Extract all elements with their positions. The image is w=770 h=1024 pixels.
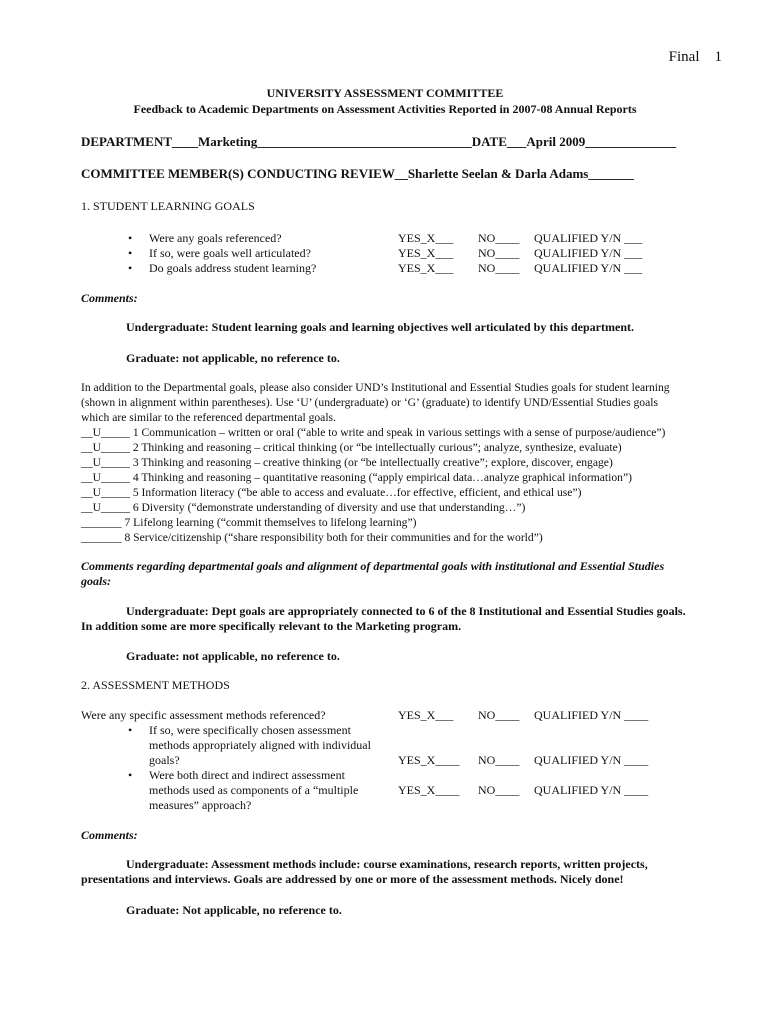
goal-line: __U_____ 2 Thinking and reasoning – critical thinking (or “be intellectually curious”; analyze, synthesize, evaluate) <box>81 441 622 454</box>
department-line: DEPARTMENT____Marketing_________________________________DATE___April 2009______________ <box>81 134 677 149</box>
alignment-undergrad-line: Undergraduate: Dept goals are appropriately connected to 6 of the 8 Institutional and Essential Studies goals. <box>126 604 686 618</box>
alignment-comments-line: goals: <box>81 574 111 588</box>
question-text: If so, were goals well articulated? <box>149 246 311 260</box>
section2-heading: 2. ASSESSMENT METHODS <box>81 678 230 692</box>
no-answer: NO____ <box>478 783 520 797</box>
bullet-icon: • <box>128 768 133 782</box>
committee-line: COMMITTEE MEMBER(S) CONDUCTING REVIEW__Sharlette Seelan & Darla Adams_______ <box>81 166 634 181</box>
section2-q2-line: If so, were specifically chosen assessment <box>149 723 351 737</box>
no-answer: NO____ <box>478 753 520 767</box>
question-text: Were any goals referenced? <box>149 231 282 245</box>
bullet-icon: • <box>128 231 133 245</box>
goal-line: _______ 8 Service/citizenship (“share responsibility both for their communities and for the world”) <box>81 531 543 544</box>
section2-q3-line: measures” approach? <box>149 798 252 812</box>
section1-heading: 1. STUDENT LEARNING GOALS <box>81 199 255 213</box>
document-subtitle: Feedback to Academic Departments on Assessment Activities Reported in 2007-08 Annual Reports <box>133 102 637 116</box>
goal-line: __U_____ 1 Communication – written or oral (“able to write and speak in various settings with a sense of purpose/audience”) <box>81 426 666 439</box>
qualified-answer: QUALIFIED Y/N ____ <box>534 783 649 797</box>
qualified-answer: QUALIFIED Y/N ____ <box>534 708 649 722</box>
alignment-undergrad-line: In addition some are more specifically relevant to the Marketing program. <box>81 619 462 633</box>
section2-undergrad-line: presentations and interviews. Goals are addressed by one or more of the assessment methods. Nicely done! <box>81 872 624 886</box>
alignment-comments-line: Comments regarding departmental goals and alignment of departmental goals with institutional and Essential Studies <box>81 559 665 573</box>
section2-q1-text: Were any specific assessment methods referenced? <box>81 708 326 722</box>
no-answer: NO____ <box>478 231 520 245</box>
qualified-answer: QUALIFIED Y/N ___ <box>534 261 643 275</box>
yes-answer: YES_X____ <box>398 783 460 797</box>
section2-q2-line: methods appropriately aligned with individual <box>149 738 371 752</box>
yes-answer: YES_X____ <box>398 753 460 767</box>
goal-line: __U_____ 6 Diversity (“demonstrate understanding of diversity and use that understanding…”) <box>81 501 526 514</box>
intro-line: (shown in alignment within parentheses). Use ‘U’ (undergraduate) or ‘G’ (graduate) to identify UND/Essential Studies goals <box>81 396 658 409</box>
intro-line: In addition to the Departmental goals, please also consider UND’s Institutional and Essential Studies goals for student learning <box>81 381 670 394</box>
intro-line: which are similar to the referenced departmental goals. <box>81 411 336 424</box>
section2-undergrad-line: Undergraduate: Assessment methods include: course examinations, research reports, written projects, <box>126 857 648 871</box>
section2-grad-comment: Graduate: Not applicable, no reference to. <box>126 903 342 917</box>
section2-q3-line: Were both direct and indirect assessment <box>149 768 345 782</box>
goal-line: __U_____ 5 Information literacy (“be able to access and evaluate…for effective, efficient, and ethical use”) <box>81 486 582 499</box>
section1-grad-comment: Graduate: not applicable, no reference to. <box>126 351 340 365</box>
qualified-answer: QUALIFIED Y/N ____ <box>534 753 649 767</box>
question-text: Do goals address student learning? <box>149 261 317 275</box>
qualified-answer: QUALIFIED Y/N ___ <box>534 231 643 245</box>
qualified-answer: QUALIFIED Y/N ___ <box>534 246 643 260</box>
document-title: UNIVERSITY ASSESSMENT COMMITTEE <box>266 86 504 100</box>
goal-line: _______ 7 Lifelong learning (“commit themselves to lifelong learning”) <box>81 516 417 529</box>
bullet-icon: • <box>128 261 133 275</box>
page-marker: Final 1 <box>668 49 722 65</box>
section1-undergrad-comment: Undergraduate: Student learning goals and learning objectives well articulated by this department. <box>126 320 634 334</box>
section1-comments-label: Comments: <box>81 291 138 305</box>
alignment-grad-comment: Graduate: not applicable, no reference to. <box>126 649 340 663</box>
yes-answer: YES_X___ <box>398 246 454 260</box>
no-answer: NO____ <box>478 708 520 722</box>
yes-answer: YES_X___ <box>398 231 454 245</box>
yes-answer: YES_X___ <box>398 261 454 275</box>
section2-q2-line: goals? <box>149 753 180 767</box>
goal-line: __U_____ 4 Thinking and reasoning – quantitative reasoning (“apply empirical data…analyze graphical information”) <box>81 471 632 484</box>
section2-comments-label: Comments: <box>81 828 138 842</box>
no-answer: NO____ <box>478 261 520 275</box>
no-answer: NO____ <box>478 246 520 260</box>
goal-line: __U_____ 3 Thinking and reasoning – creative thinking (or “be intellectually creative”; explore, discover, engage) <box>81 456 613 469</box>
bullet-icon: • <box>128 246 133 260</box>
bullet-icon: • <box>128 723 133 737</box>
yes-answer: YES_X___ <box>398 708 454 722</box>
section2-q3-line: methods used as components of a “multiple <box>149 783 359 797</box>
